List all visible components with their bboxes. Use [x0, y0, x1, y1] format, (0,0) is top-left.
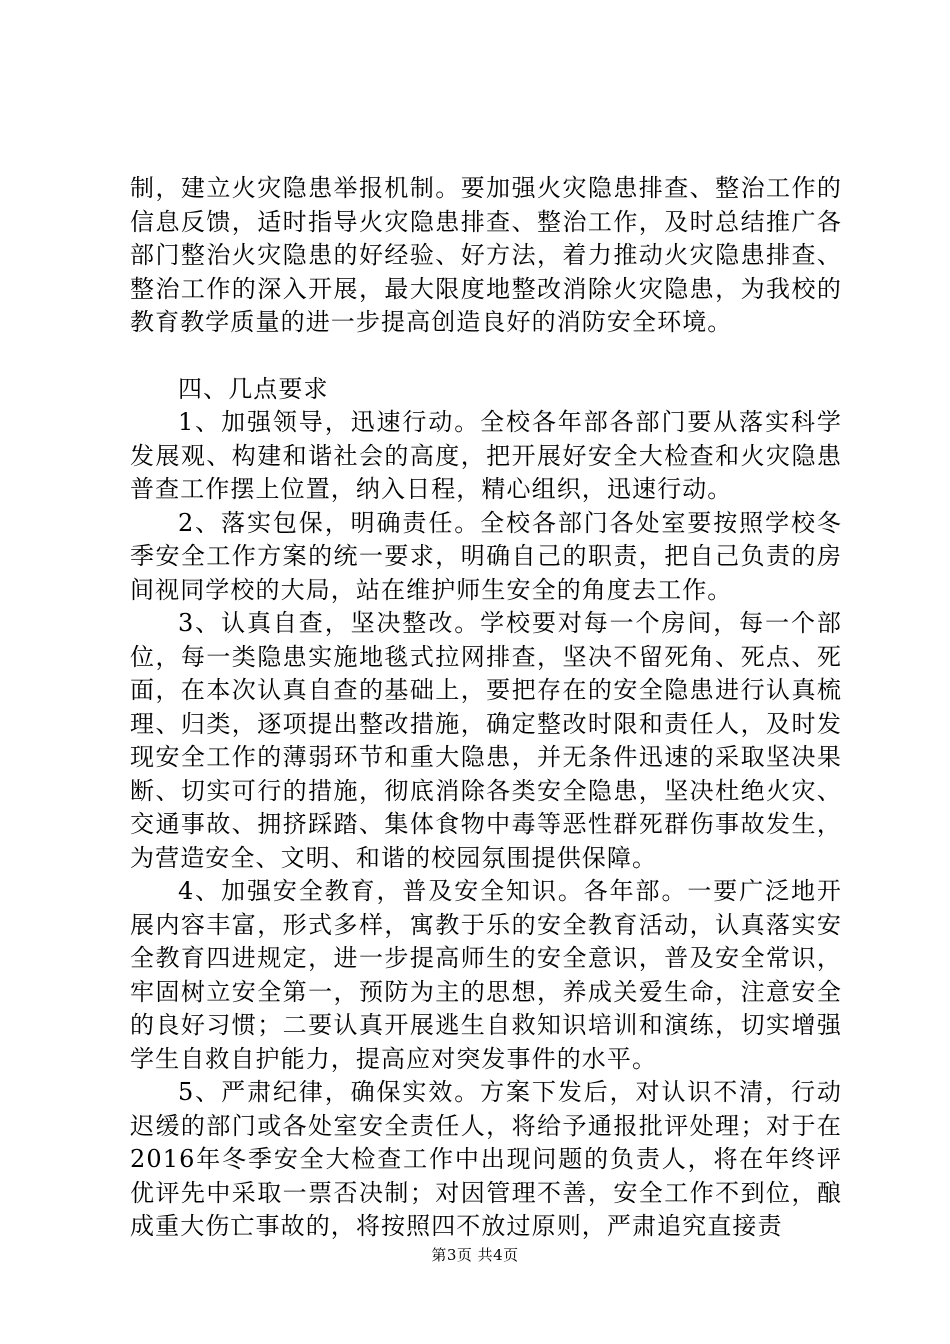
document-body — [130, 172, 842, 1244]
paragraph-item-1: 1、加强领导，迅速行动。全校各年部各部门要从落实科学发展观、构建和谐社会的高度，把开展好安全大检查和火灾隐患普查工作摆上位置，纳入日程，精心组织，迅速行动。 — [130, 408, 842, 503]
paragraph-continuation: 制，建立火灾隐患举报机制。要加强火灾隐患排查、整治工作的信息反馈，适时指导火灾隐患排查、整治工作，及时总结推广各部门整治火灾隐患的好经验、好方法，着力推动火灾隐患排查、整治工作的深入开展，最大限度地整改消除火灾隐患，为我校的教育教学质量的进一步提高创造良好的消防安全环境。 — [130, 174, 842, 336]
section-heading: 四、几点要求 — [178, 374, 329, 403]
paragraph-item-4: 4、加强安全教育，普及安全知识。各年部。一要广泛地开展内容丰富，形式多样，寓教于乐的安全教育活动，认真落实安全教育四进规定，进一步提高师生的安全意识，普及安全常识，牢固树立安全第一，预防为主的思想，养成关爱生命，注意安全的良好习惯；二要认真开展逃生自救知识培训和演练，切实增强学生自救自护能力，提高应对突发事件的水平。 — [130, 877, 842, 1073]
paragraph-item-3: 3、认真自查，坚决整改。学校要对每一个房间，每一个部位，每一类隐患实施地毯式拉网排查，坚决不留死角、死点、死面，在本次认真自查的基础上，要把存在的安全隐患进行认真梳理、归类，逐项提出整改措施，确定整改时限和责任人，及时发现安全工作的薄弱环节和重大隐患，并无条件迅速的采取坚决果断、切实可行的措施，彻底消除各类安全隐患，坚决杜绝火灾、交通事故、拥挤踩踏、集体食物中毒等恶性群死群伤事故发生，为营造安全、文明、和谐的校园氛围提供保障。 — [130, 609, 842, 872]
paragraph-item-5: 5、严肃纪律，确保实效。方案下发后，对认识不清，行动迟缓的部门或各处室安全责任人，将给予通报批评处理；对于在2016年冬季安全大检查工作中出现问题的负责人，将在年终评优评先中采取一票否决制；对因管理不善，安全工作不到位，酿成重大伤亡事故的，将按照四不放过原则，严肃追究直接责 — [130, 1078, 842, 1240]
paragraph-item-2: 2、落实包保，明确责任。全校各部门各处室要按照学校冬季安全工作方案的统一要求，明确自己的职责，把自己负责的房间视同学校的大局，站在维护师生安全的角度去工作。 — [130, 508, 842, 604]
page-number-footer: 第3页 共4页 — [431, 1246, 519, 1264]
